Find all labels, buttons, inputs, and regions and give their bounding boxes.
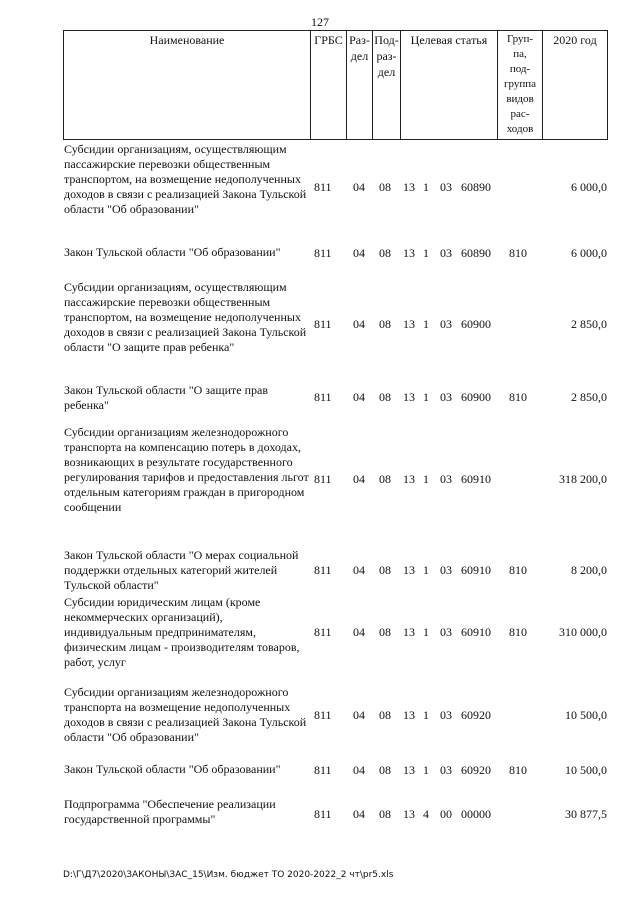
cell-grbs: 811 <box>314 246 332 260</box>
cell-cs4: 60910 <box>461 625 491 639</box>
cell-cs4: 60890 <box>461 246 491 260</box>
cell-sum: 8 200,0 <box>571 563 607 577</box>
table-row <box>0 762 640 780</box>
cell-sum: 310 000,0 <box>559 625 607 639</box>
table-row <box>0 595 640 670</box>
cell-sum: 30 877,5 <box>565 807 607 821</box>
cell-cs2: 1 <box>423 180 429 194</box>
cell-grbs: 811 <box>314 472 332 486</box>
cell-rz: 04 <box>353 246 365 260</box>
cell-cs1: 13 <box>403 180 415 194</box>
table-row <box>0 425 640 535</box>
cell-vr: 810 <box>509 625 527 639</box>
cell-cs1: 13 <box>403 763 415 777</box>
cell-pr: 08 <box>379 246 391 260</box>
cell-grbs: 811 <box>314 180 332 194</box>
cell-vr: 810 <box>509 563 527 577</box>
row-name: Закон Тульской области "Об образовании" <box>64 245 281 259</box>
cell-cs2: 1 <box>423 625 429 639</box>
row-name: Закон Тульской области "О мерах социальной поддержки отдельных категорий жителей Тульской области" <box>64 548 299 592</box>
cell-cs1: 13 <box>403 708 415 722</box>
cell-cs2: 1 <box>423 708 429 722</box>
cell-cs3: 03 <box>440 472 452 486</box>
cell-rz: 04 <box>353 317 365 331</box>
cell-rz: 04 <box>353 180 365 194</box>
cell-cs2: 1 <box>423 472 429 486</box>
cell-cs3: 00 <box>440 807 452 821</box>
cell-cs4: 00000 <box>461 807 491 821</box>
row-name: Закон Тульской области "Об образовании" <box>64 762 281 776</box>
cell-cs1: 13 <box>403 317 415 331</box>
cell-rz: 04 <box>353 708 365 722</box>
cell-sum: 2 850,0 <box>571 390 607 404</box>
table-row <box>0 685 640 747</box>
cell-cs2: 4 <box>423 807 429 821</box>
cell-pr: 08 <box>379 708 391 722</box>
cell-cs1: 13 <box>403 807 415 821</box>
cell-cs2: 1 <box>423 317 429 331</box>
cell-grbs: 811 <box>314 625 332 639</box>
cell-grbs: 811 <box>314 317 332 331</box>
cell-pr: 08 <box>379 625 391 639</box>
header-razdel: Раз- дел <box>349 33 370 63</box>
cell-cs1: 13 <box>403 625 415 639</box>
cell-cs4: 60920 <box>461 763 491 777</box>
table-row <box>0 142 640 234</box>
cell-rz: 04 <box>353 625 365 639</box>
cell-rz: 04 <box>353 472 365 486</box>
cell-grbs: 811 <box>314 763 332 777</box>
cell-rz: 04 <box>353 390 365 404</box>
table-row <box>0 280 640 370</box>
row-name: Подпрограмма "Обеспечение реализации государственной программы" <box>64 797 276 826</box>
cell-pr: 08 <box>379 317 391 331</box>
row-name: Субсидии организациям железнодорожного транспорта на компенсацию потерь в доходах, возникающих в результате государственного регулирования тарифов и предоставления льгот отдельным категориям граждан в пригородном сообщении <box>64 425 309 514</box>
cell-cs4: 60920 <box>461 708 491 722</box>
cell-grbs: 811 <box>314 390 332 404</box>
cell-cs4: 60910 <box>461 472 491 486</box>
page-number: 127 <box>311 15 329 29</box>
cell-pr: 08 <box>379 807 391 821</box>
cell-sum: 6 000,0 <box>571 246 607 260</box>
cell-pr: 08 <box>379 563 391 577</box>
cell-rz: 04 <box>353 763 365 777</box>
cell-cs4: 60890 <box>461 180 491 194</box>
table-row <box>0 245 640 263</box>
cell-cs3: 03 <box>440 763 452 777</box>
cell-cs4: 60910 <box>461 563 491 577</box>
row-name: Субсидии организациям, осуществляющим пассажирские перевозки общественным транспортом, на возмещение недополученных доходов в связи с реализацией Закона Тульской области "Об образовании" <box>64 142 307 216</box>
cell-pr: 08 <box>379 180 391 194</box>
row-name: Субсидии организациям, осуществляющим пассажирские перевозки общественным транспортом, на возмещение недополученных доходов в связи с реализацией Закона Тульской области "О защите прав ребенка" <box>64 280 307 354</box>
cell-pr: 08 <box>379 390 391 404</box>
header-grbs: ГРБС <box>314 33 343 47</box>
cell-cs2: 1 <box>423 763 429 777</box>
cell-sum: 6 000,0 <box>571 180 607 194</box>
cell-sum: 10 500,0 <box>565 763 607 777</box>
cell-pr: 08 <box>379 763 391 777</box>
cell-grbs: 811 <box>314 708 332 722</box>
cell-rz: 04 <box>353 563 365 577</box>
cell-cs2: 1 <box>423 390 429 404</box>
cell-cs3: 03 <box>440 563 452 577</box>
cell-cs4: 60900 <box>461 317 491 331</box>
cell-grbs: 811 <box>314 807 332 821</box>
table-row <box>0 548 640 593</box>
cell-cs3: 03 <box>440 625 452 639</box>
header-target-article: Целевая статья <box>410 33 488 47</box>
cell-cs2: 1 <box>423 563 429 577</box>
cell-cs3: 03 <box>440 317 452 331</box>
cell-cs3: 03 <box>440 708 452 722</box>
row-name: Субсидии юридическим лицам (кроме некоммерческих организаций), индивидуальным предпринимателям, физическим лицам - производителям товаров, работ, услуг <box>64 595 300 669</box>
table-row <box>0 383 640 413</box>
cell-cs1: 13 <box>403 390 415 404</box>
header-year: 2020 год <box>553 33 597 47</box>
cell-sum: 318 200,0 <box>559 472 607 486</box>
cell-cs3: 03 <box>440 246 452 260</box>
cell-cs2: 1 <box>423 246 429 260</box>
cell-cs4: 60900 <box>461 390 491 404</box>
cell-cs1: 13 <box>403 246 415 260</box>
file-path-footer: D:\Г\Д7\2020\ЗАКОНЫ\ЗАС_15\Изм. бюджет ТО 2020-2022_2 чт\pr5.xls <box>63 870 394 880</box>
cell-sum: 10 500,0 <box>565 708 607 722</box>
cell-sum: 2 850,0 <box>571 317 607 331</box>
table-row <box>0 797 640 832</box>
cell-cs3: 03 <box>440 180 452 194</box>
cell-rz: 04 <box>353 807 365 821</box>
row-name: Субсидии организациям железнодорожного транспорта на возмещение недополученных доходов в связи с реализацией Закона Тульской области "Об образовании" <box>64 685 307 744</box>
cell-cs1: 13 <box>403 563 415 577</box>
cell-pr: 08 <box>379 472 391 486</box>
cell-vr: 810 <box>509 763 527 777</box>
header-expense-group: Груп- па, под- группа видов рас- ходов <box>503 33 537 135</box>
cell-grbs: 811 <box>314 563 332 577</box>
header-name: Наименование <box>149 33 225 47</box>
cell-vr: 810 <box>509 390 527 404</box>
cell-cs3: 03 <box>440 390 452 404</box>
row-name: Закон Тульской области "О защите прав ребенка" <box>64 383 269 412</box>
cell-cs1: 13 <box>403 472 415 486</box>
header-podrazdel: Под- раз- дел <box>374 33 399 79</box>
cell-vr: 810 <box>509 246 527 260</box>
